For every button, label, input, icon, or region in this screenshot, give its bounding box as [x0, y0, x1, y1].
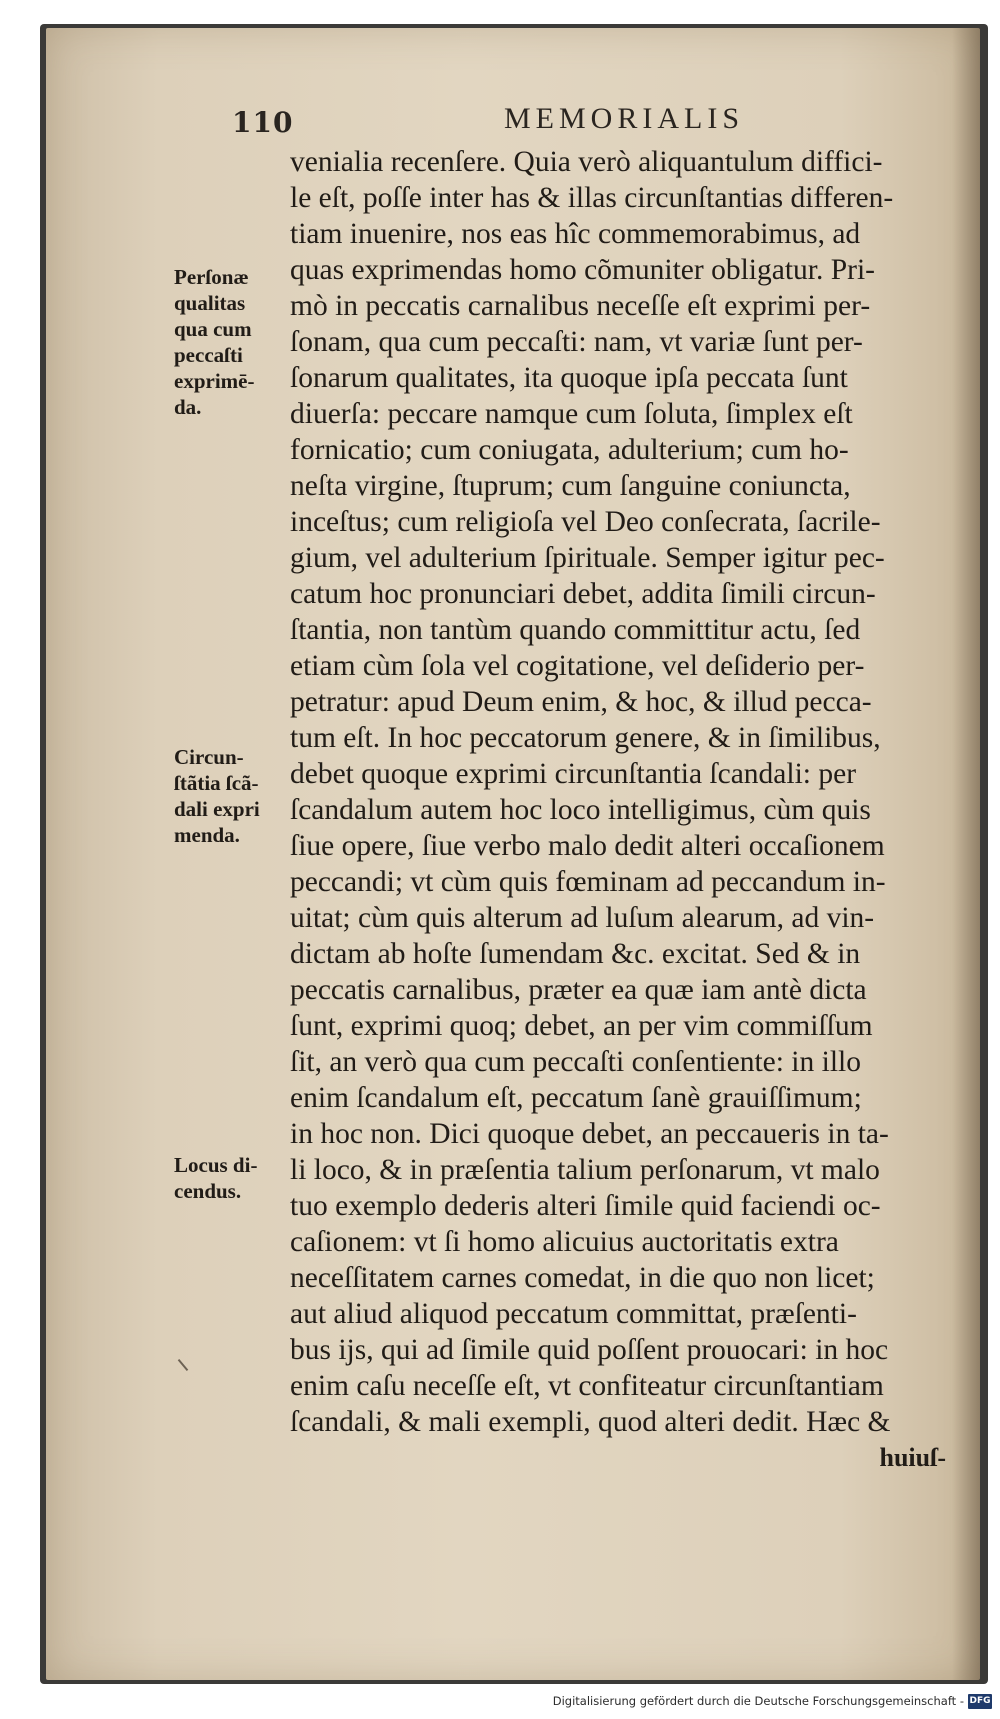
margin-note-line: qua cum	[174, 317, 252, 341]
book-page	[46, 28, 980, 1680]
margin-note-locus	[174, 1152, 302, 1204]
text-line: ſit, an verò qua cum peccaſti conſentiente: in illo	[290, 1046, 861, 1078]
text-line: etiam cùm ſola vel cogitatione, vel deſiderio per-	[290, 650, 865, 682]
text-line: peccatis carnalibus, præter ea quæ iam antè dicta	[290, 974, 867, 1006]
footer-bar	[0, 1690, 1000, 1719]
text-line: catum hoc pronunciari debet, addita ſimili circun-	[290, 578, 876, 610]
margin-note-line: da.	[174, 395, 202, 419]
dfg-logo: DFG	[968, 1694, 992, 1709]
text-line: ſonarum qualitates, ita quoque ipſa peccata ſunt	[290, 362, 848, 394]
text-line: dictam ab hoſte ſumendam &c. excitat. Sed & in	[290, 938, 861, 970]
catchword: huiuſ-	[879, 1443, 946, 1472]
text-line: caſionem: vt ſi homo alicuius auctoritatis extra	[290, 1226, 839, 1258]
margin-note-line: Locus di-	[174, 1153, 258, 1177]
page-number: 110	[232, 106, 294, 139]
text-line: petratur: apud Deum enim, & hoc, & illud pecca-	[290, 686, 872, 718]
text-line: inceſtus; cum religioſa vel Deo conſecrata, ſacrile-	[290, 506, 881, 538]
text-line: enim ſcandalum eſt, peccatum ſanè grauiſſimum;	[290, 1082, 862, 1114]
margin-note-line: Perſonæ	[174, 265, 249, 289]
text-line: mò in peccatis carnalibus neceſſe eſt exprimi per-	[290, 290, 871, 322]
text-line: venialia recenſere. Quia verò aliquantulum diffici-	[290, 146, 883, 178]
funding-credit: Digitalisierung gefördert durch die Deutsche Forschungsgemeinschaft -	[552, 1694, 964, 1708]
margin-note-persona	[174, 264, 302, 420]
body-text	[290, 144, 950, 1476]
text-line: gium, vel adulterium ſpirituale. Semper igitur pec-	[290, 542, 885, 574]
text-line: ſcandalum autem hoc loco intelligimus, cùm quis	[290, 794, 871, 826]
text-line: ſiue opere, ſiue verbo malo dedit alteri occaſionem	[290, 830, 885, 862]
text-line: le eſt, poſſe inter has & illas circunſtantias differen-	[290, 182, 894, 214]
text-line: fornicatio; cum coniugata, adulterium; cum ho-	[290, 434, 849, 466]
text-line: tiam inuenire, nos eas hîc commemorabimus, ad	[290, 218, 861, 250]
text-line: debet quoque exprimi circunſtantia ſcandali: per	[290, 758, 857, 790]
text-line: tum eſt. In hoc peccatorum genere, & in ſimilibus,	[290, 722, 881, 754]
stray-ink-mark	[178, 1359, 189, 1371]
text-line: neſta virgine, ſtuprum; cum ſanguine coniuncta,	[290, 470, 851, 502]
text-line: peccandi; vt cùm quis fœminam ad peccandum in-	[290, 866, 886, 898]
text-line: uitat; cùm quis alterum ad luſum alearum, ad vin-	[290, 902, 875, 934]
scan-frame	[40, 24, 988, 1684]
text-line: ſcandali, & mali exempli, quod alteri dedit. Hæc &	[290, 1406, 891, 1438]
text-line: diuerſa: peccare namque cum ſoluta, ſimplex eſt	[290, 398, 853, 430]
margin-note-line: menda.	[174, 823, 240, 847]
margin-note-line: exprimē-	[174, 369, 255, 393]
text-line: ſtantia, non tantùm quando committitur actu, ſed	[290, 614, 861, 646]
margin-note-line: cendus.	[174, 1179, 242, 1203]
text-line: enim caſu neceſſe eſt, vt confiteatur circunſtantiam	[290, 1370, 884, 1402]
text-line: quas exprimendas homo cõmuniter obligatur. Pri-	[290, 254, 875, 286]
text-line: tuo exemplo dederis alteri ſimile quid faciendi oc-	[290, 1190, 881, 1222]
margin-note-line: peccaſti	[174, 343, 243, 367]
text-line: ſonam, qua cum peccaſti: nam, vt variæ ſunt per-	[290, 326, 863, 358]
text-line: in hoc non. Dici quoque debet, an peccaueris in ta-	[290, 1118, 889, 1150]
margin-note-line: Circun-	[174, 745, 244, 769]
gutter-shadow	[952, 28, 980, 1680]
text-line: bus ijs, qui ad ſimile quid poſſent prouocari: in hoc	[290, 1334, 889, 1366]
text-line: aut aliud aliquod peccatum committat, præſenti-	[290, 1298, 857, 1330]
text-line: ſunt, exprimi quoq; debet, an per vim commiſſum	[290, 1010, 873, 1042]
text-line: neceſſitatem carnes comedat, in die quo non licet;	[290, 1262, 875, 1294]
margin-note-line: qualitas	[174, 291, 246, 315]
running-head: MEMORIALIS	[504, 102, 745, 135]
text-line: li loco, & in præſentia talium perſonarum, vt malo	[290, 1154, 880, 1186]
margin-note-line: ſtãtia ſcã-	[174, 771, 259, 795]
margin-note-scandalum	[174, 744, 302, 848]
margin-note-line: dali expri	[174, 797, 260, 821]
